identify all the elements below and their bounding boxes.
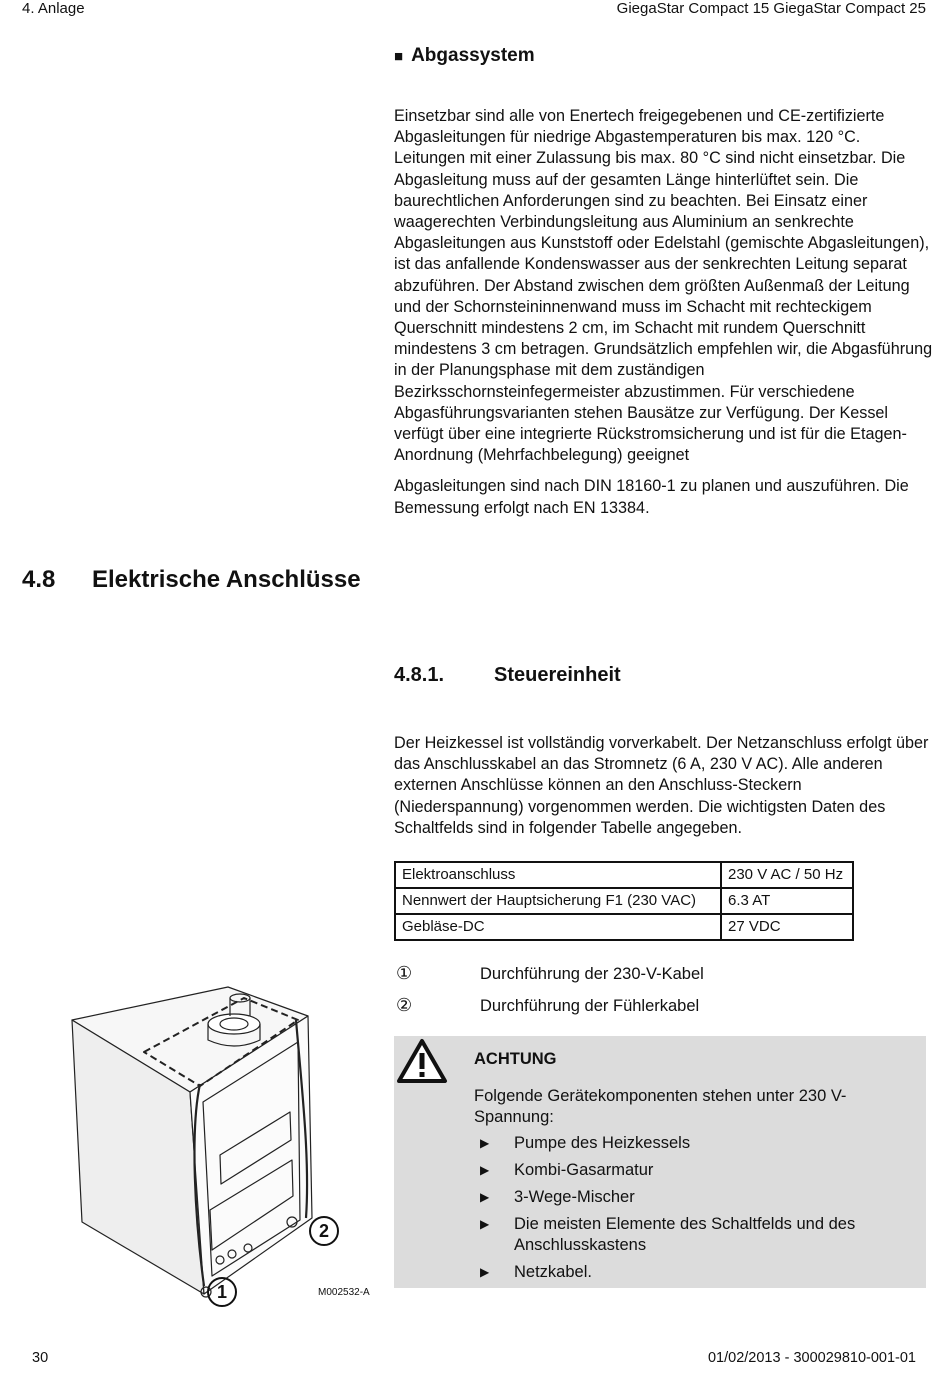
- section-heading-4-8-1: [394, 664, 621, 687]
- list-item: [474, 1262, 914, 1283]
- abgas-heading: [394, 45, 535, 67]
- table-cell-label: Gebläse-DC: [395, 914, 721, 940]
- section-title: Elektrische Anschlüsse: [92, 566, 361, 593]
- legend-item: [396, 963, 704, 984]
- header-product: GiegaStar Compact 15 GiegaStar Compact 25: [616, 0, 926, 17]
- steuer-body: [394, 733, 934, 839]
- spec-table: [394, 861, 854, 941]
- list-item-text: Kombi-Gasarmatur: [514, 1161, 654, 1179]
- abgas-paragraph-1: Einsetzbar sind alle von Enertech freigegebenen und CE-zertifizierte Abgasleitungen für niedrige Abgastemperaturen bis max. 120 °C. Leitungen mit einer Zulassung bis max. 80 °C sind nicht einsetzbar. Die Abgasleitung muss auf der gesamten Länge hinterlüftet sein. Die baurechtlichen Anforderungen sind zu beachten. Bei Einsatz einer waagerechten Verbindungsleitung aus Aluminium an senkrechte Abgasleitungen aus Kunststoff oder Edelstahl (gemischte Abgasleitungen), ist das anfallende Kondenswasser aus der senkrechten Leitung separat abzuführen. Der Abstand zwischen dem größten Außenmaß der Leitung und der Schornsteininnenwand muss im Schacht mit rechteckigem Querschnitt mindestens 2 cm, im Schacht mit rundem Querschnitt mindestens 3 cm betragen. Grundsätzlich empfehlen wir, die Abgasführung in der Planungsphase mit dem zuständigen Bezirksschornsteinfegermeister abzustimmen. Für verschiedene Abgasführungsvarianten stehen Bausätze zur Verfügung. Der Kessel verfügt über eine integrierte Rückstromsicherung und ist für die Etagen-Anordnung (Mehrfachbelegung) geeignet: [394, 107, 933, 465]
- list-item-text: Netzkabel.: [514, 1263, 592, 1281]
- callout-1-marker: 1: [207, 1277, 237, 1307]
- figure-code: M002532-A: [318, 1287, 370, 1298]
- warning-text: Folgende Gerätekomponenten stehen unter 230 V-Spannung:: [474, 1087, 847, 1126]
- list-item-text: Pumpe des Heizkessels: [514, 1134, 691, 1152]
- list-item: [474, 1187, 914, 1208]
- abgas-paragraph-2: Abgasleitungen sind nach DIN 18160-1 zu planen und auszuführen. Die Bemessung erfolgt nach EN 13384.: [394, 477, 909, 517]
- warning-box: [394, 1036, 926, 1288]
- table-cell-label: Nennwert der Hauptsicherung F1 (230 VAC): [395, 888, 721, 914]
- arrow-right-icon: ▶: [480, 1163, 490, 1177]
- list-item: [474, 1214, 914, 1256]
- page-number: 30: [32, 1350, 49, 1366]
- subsection-number: 4.8.1.: [394, 664, 445, 686]
- warning-triangle-icon: [396, 1038, 448, 1084]
- steuer-paragraph: Der Heizkessel ist vollständig vorverkabelt. Der Netzanschluss erfolgt über das Anschlusskabel an das Stromnetz (6 A, 230 V AC). Alle anderen externen Anschlüsse können an den Anschluss-Steckern (Niederspannung) vorgenommen werden. Die wichtigsten Daten des Schaltfelds sind in folgender Tabelle angegeben.: [394, 734, 929, 837]
- table-cell-label: Elektroanschluss: [395, 862, 721, 888]
- warning-title: ACHTUNG: [474, 1050, 557, 1068]
- callout-1-icon: ①: [396, 963, 413, 983]
- square-bullet-icon: ■: [394, 48, 404, 65]
- list-item: [474, 1160, 914, 1181]
- list-item-text: Die meisten Elemente des Schaltfelds und des Anschlusskastens: [514, 1215, 856, 1254]
- table-row: [395, 888, 853, 914]
- section-heading-4-8: [22, 566, 361, 594]
- abgas-body: [394, 106, 934, 519]
- table-row: [395, 914, 853, 940]
- callout-2-marker: 2: [309, 1216, 339, 1246]
- arrow-right-icon: ▶: [480, 1217, 490, 1231]
- list-item: [474, 1133, 914, 1154]
- boiler-illustration: [60, 960, 390, 1310]
- section-number: 4.8: [22, 566, 56, 593]
- table-cell-value: 6.3 AT: [721, 888, 853, 914]
- legend-item: [396, 995, 699, 1016]
- legend-text: Durchführung der 230-V-Kabel: [480, 965, 704, 983]
- table-cell-value: 27 VDC: [721, 914, 853, 940]
- callout-2-icon: ②: [396, 995, 413, 1015]
- document-id: 01/02/2013 - 300029810-001-01: [707, 1350, 916, 1366]
- list-item-text: 3-Wege-Mischer: [514, 1188, 635, 1206]
- arrow-right-icon: ▶: [480, 1136, 490, 1150]
- legend-text: Durchführung der Fühlerkabel: [480, 997, 700, 1015]
- table-row: [395, 862, 853, 888]
- warning-list: [474, 1133, 914, 1289]
- arrow-right-icon: ▶: [480, 1190, 490, 1204]
- abgas-title: Abgassystem: [411, 45, 535, 66]
- subsection-title: Steuereinheit: [494, 664, 621, 686]
- arrow-right-icon: ▶: [480, 1265, 490, 1279]
- table-cell-value: 230 V AC / 50 Hz: [721, 862, 853, 888]
- header-chapter: 4. Anlage: [22, 0, 85, 17]
